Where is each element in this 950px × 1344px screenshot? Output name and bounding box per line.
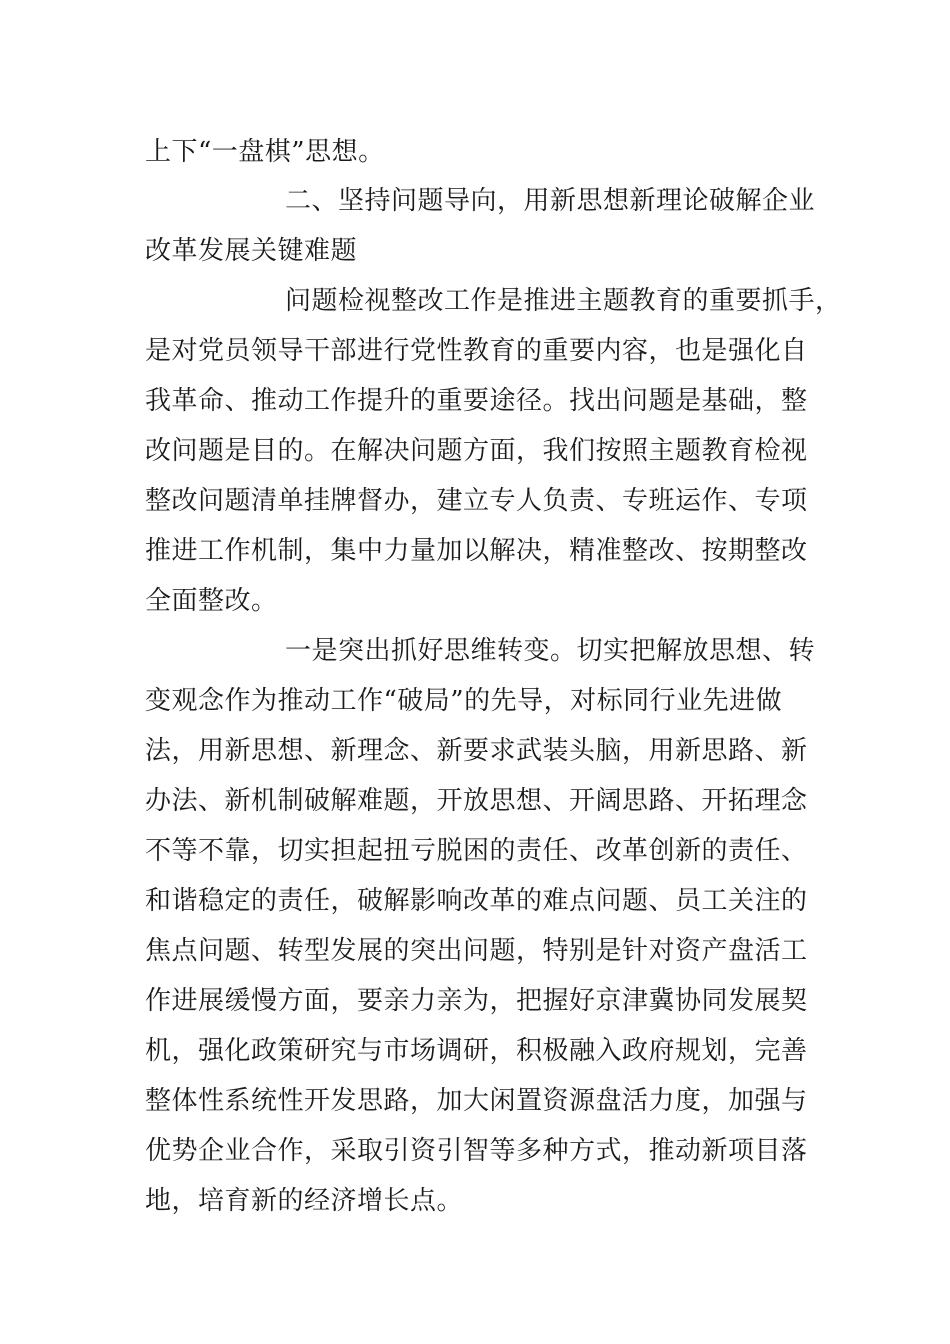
text-line: 全面整改。 [145, 586, 278, 616]
text-line: 不等不靠，切实担起扭亏脱困的责任、改革创新的责任、 [145, 836, 808, 866]
section-heading-line: 改革发展关键难题 [145, 236, 358, 266]
text-line: 上下“一盘棋”思想。 [145, 137, 385, 167]
text-line: 机，强化政策研究与市场调研，积极融入政府规划，完善 [145, 1036, 808, 1066]
text-line: 是对党员领导干部进行党性教育的重要内容，也是强化自 [145, 336, 808, 366]
text-line: 推进工作机制，集中力量加以解决，精准整改、按期整改 [145, 536, 808, 566]
text-line: 改问题是目的。在解决问题方面，我们按照主题教育检视 [145, 436, 808, 466]
text-line: 整改问题清单挂牌督办，建立专人负责、专班运作、专项 [145, 486, 808, 516]
text-line: 和谐稳定的责任，破解影响改革的难点问题、员工关注的 [145, 886, 808, 916]
text-line: 优势企业合作，采取引资引智等多种方式，推动新项目落 [145, 1136, 808, 1166]
text-line: 地，培育新的经济增长点。 [145, 1186, 464, 1216]
text-line: 变观念作为推动工作“破局”的先导，对标同行业先进做 [145, 686, 783, 716]
text-line: 焦点问题、转型发展的突出问题，特别是针对资产盘活工 [145, 936, 808, 966]
text-line: 我革命、推动工作提升的重要途径。找出问题是基础，整 [145, 386, 808, 416]
text-line: 法，用新思想、新理念、新要求武装头脑，用新思路、新 [145, 736, 808, 766]
text-line: 作进展缓慢方面，要亲力亲为，把握好京津冀协同发展契 [145, 986, 808, 1016]
paragraph-first-line: 问题检视整改工作是推进主题教育的重要抓手， [285, 286, 842, 316]
text-line: 办法、新机制破解难题，开放思想、开阔思路、开拓理念 [145, 786, 808, 816]
paragraph-first-line: 一是突出抓好思维转变。切实把解放思想、转 [285, 636, 816, 666]
text-line: 整体性系统性开发思路，加大闲置资源盘活力度，加强与 [145, 1086, 808, 1116]
section-heading-line: 二、坚持问题导向，用新思想新理论破解企业 [285, 186, 816, 216]
